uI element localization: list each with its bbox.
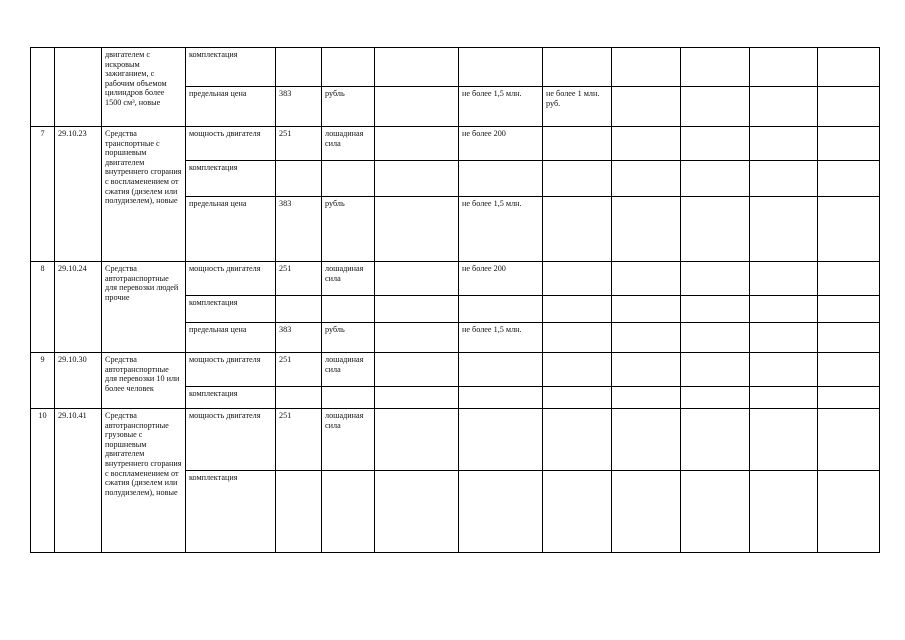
empty-cell bbox=[818, 197, 880, 262]
empty-cell bbox=[612, 161, 681, 197]
value-cell: не более 1,5 млн. bbox=[459, 197, 543, 262]
empty-cell bbox=[375, 409, 459, 471]
empty-cell bbox=[612, 48, 681, 87]
empty-cell bbox=[818, 262, 880, 296]
empty-cell bbox=[375, 161, 459, 197]
empty-cell bbox=[818, 409, 880, 471]
characteristic-name-cell: мощность двигателя bbox=[186, 127, 276, 161]
okpd-code-cell bbox=[55, 48, 102, 127]
empty-cell bbox=[612, 387, 681, 409]
value-cell: не более 1 млн. руб. bbox=[543, 87, 612, 127]
row-number-cell bbox=[31, 48, 55, 127]
empty-cell bbox=[750, 353, 818, 387]
empty-cell bbox=[681, 353, 750, 387]
empty-cell bbox=[612, 127, 681, 161]
row-number-cell: 8 bbox=[31, 262, 55, 353]
unit-cell bbox=[322, 296, 375, 323]
okei-code-cell bbox=[276, 161, 322, 197]
empty-cell bbox=[681, 262, 750, 296]
empty-cell bbox=[750, 409, 818, 471]
characteristic-name-cell: предельная цена bbox=[186, 87, 276, 127]
empty-cell bbox=[818, 161, 880, 197]
item-name-cell: двигателем с искровым зажиганием, с рабочим объемом цилиндров более 1500 см³, новые bbox=[102, 48, 186, 127]
table-row bbox=[31, 127, 880, 161]
empty-cell bbox=[750, 296, 818, 323]
value-cell bbox=[459, 48, 543, 87]
empty-cell bbox=[543, 262, 612, 296]
item-name-cell: Средства автотранспортные для перевозки людей прочие bbox=[102, 262, 186, 353]
okpd-code-cell: 29.10.30 bbox=[55, 353, 102, 409]
unit-cell: рубль bbox=[322, 197, 375, 262]
empty-cell bbox=[375, 353, 459, 387]
empty-cell bbox=[375, 262, 459, 296]
okei-code-cell: 251 bbox=[276, 353, 322, 387]
empty-cell bbox=[681, 471, 750, 553]
characteristic-name-cell: комплектация bbox=[186, 387, 276, 409]
okpd-code-cell: 29.10.23 bbox=[55, 127, 102, 262]
empty-cell bbox=[543, 409, 612, 471]
table-row bbox=[31, 262, 880, 296]
empty-cell bbox=[681, 161, 750, 197]
unit-cell: рубль bbox=[322, 87, 375, 127]
okei-code-cell: 251 bbox=[276, 127, 322, 161]
empty-cell bbox=[375, 471, 459, 553]
empty-cell bbox=[750, 48, 818, 87]
characteristic-name-cell: мощность двигателя bbox=[186, 262, 276, 296]
unit-cell: лошадиная сила bbox=[322, 262, 375, 296]
empty-cell bbox=[543, 353, 612, 387]
okei-code-cell: 383 bbox=[276, 87, 322, 127]
characteristic-name-cell: комплектация bbox=[186, 48, 276, 87]
empty-cell bbox=[459, 409, 543, 471]
unit-cell: рубль bbox=[322, 323, 375, 353]
okei-code-cell bbox=[276, 387, 322, 409]
empty-cell bbox=[750, 387, 818, 409]
empty-cell bbox=[681, 87, 750, 127]
empty-cell bbox=[459, 353, 543, 387]
row-number-cell: 9 bbox=[31, 353, 55, 409]
empty-cell bbox=[818, 296, 880, 323]
item-name-cell: Средства автотранспортные грузовые с поршневым двигателем внутреннего сгорания с воспламенением от сжатия (дизелем или полудизелем), новые bbox=[102, 409, 186, 553]
row-number-cell: 7 bbox=[31, 127, 55, 262]
empty-cell bbox=[375, 127, 459, 161]
empty-cell bbox=[375, 87, 459, 127]
empty-cell bbox=[543, 161, 612, 197]
empty-cell bbox=[681, 296, 750, 323]
empty-cell bbox=[543, 127, 612, 161]
row-number-cell: 10 bbox=[31, 409, 55, 553]
unit-cell bbox=[322, 471, 375, 553]
okei-code-cell bbox=[276, 48, 322, 87]
characteristic-name-cell: мощность двигателя bbox=[186, 353, 276, 387]
value-cell bbox=[459, 161, 543, 197]
empty-cell bbox=[612, 197, 681, 262]
unit-cell: лошадиная сила bbox=[322, 127, 375, 161]
characteristic-name-cell: предельная цена bbox=[186, 197, 276, 262]
characteristic-name-cell: комплектация bbox=[186, 471, 276, 553]
characteristic-name-cell: мощность двигателя bbox=[186, 409, 276, 471]
value-cell: не более 1,5 млн. bbox=[459, 323, 543, 353]
okei-code-cell: 251 bbox=[276, 262, 322, 296]
characteristic-name-cell: комплектация bbox=[186, 161, 276, 197]
empty-cell bbox=[681, 127, 750, 161]
empty-cell bbox=[612, 409, 681, 471]
empty-cell bbox=[612, 87, 681, 127]
unit-cell bbox=[322, 387, 375, 409]
empty-cell bbox=[612, 262, 681, 296]
value-cell: не более 200 bbox=[459, 262, 543, 296]
empty-cell bbox=[612, 296, 681, 323]
empty-cell bbox=[750, 87, 818, 127]
empty-cell bbox=[612, 471, 681, 553]
empty-cell bbox=[818, 48, 880, 87]
empty-cell bbox=[818, 387, 880, 409]
unit-cell: лошадиная сила bbox=[322, 409, 375, 471]
okei-code-cell: 383 bbox=[276, 323, 322, 353]
value-cell bbox=[459, 296, 543, 323]
okpd-code-cell: 29.10.41 bbox=[55, 409, 102, 553]
unit-cell bbox=[322, 48, 375, 87]
table-row bbox=[31, 353, 880, 387]
empty-cell bbox=[750, 471, 818, 553]
empty-cell bbox=[681, 197, 750, 262]
value-cell: не более 1,5 млн. bbox=[459, 87, 543, 127]
empty-cell bbox=[375, 197, 459, 262]
empty-cell bbox=[375, 323, 459, 353]
empty-cell bbox=[459, 471, 543, 553]
empty-cell bbox=[750, 127, 818, 161]
okpd-code-cell: 29.10.24 bbox=[55, 262, 102, 353]
okei-code-cell: 251 bbox=[276, 409, 322, 471]
empty-cell bbox=[818, 353, 880, 387]
empty-cell bbox=[818, 471, 880, 553]
empty-cell bbox=[543, 296, 612, 323]
empty-cell bbox=[543, 471, 612, 553]
value-cell bbox=[543, 48, 612, 87]
empty-cell bbox=[375, 387, 459, 409]
empty-cell bbox=[750, 197, 818, 262]
empty-cell bbox=[681, 409, 750, 471]
empty-cell bbox=[681, 323, 750, 353]
empty-cell bbox=[681, 48, 750, 87]
table-row bbox=[31, 409, 880, 471]
table-row bbox=[31, 48, 880, 87]
item-name-cell: Средства автотранспортные для перевозки 10 или более человек bbox=[102, 353, 186, 409]
empty-cell bbox=[543, 323, 612, 353]
empty-cell bbox=[375, 296, 459, 323]
empty-cell bbox=[543, 387, 612, 409]
okei-code-cell bbox=[276, 471, 322, 553]
value-cell: не более 200 bbox=[459, 127, 543, 161]
empty-cell bbox=[612, 353, 681, 387]
empty-cell bbox=[375, 48, 459, 87]
unit-cell: лошадиная сила bbox=[322, 353, 375, 387]
okei-code-cell: 383 bbox=[276, 197, 322, 262]
characteristic-name-cell: предельная цена bbox=[186, 323, 276, 353]
characteristic-name-cell: комплектация bbox=[186, 296, 276, 323]
okei-code-cell bbox=[276, 296, 322, 323]
empty-cell bbox=[750, 323, 818, 353]
unit-cell bbox=[322, 161, 375, 197]
empty-cell bbox=[818, 87, 880, 127]
empty-cell bbox=[818, 127, 880, 161]
empty-cell bbox=[612, 323, 681, 353]
empty-cell bbox=[459, 387, 543, 409]
item-name-cell: Средства транспортные с поршневым двигателем внутреннего сгорания с воспламенением от сжатия (дизелем или полудизелем), новые bbox=[102, 127, 186, 262]
empty-cell bbox=[750, 161, 818, 197]
characteristics-table bbox=[30, 47, 880, 553]
empty-cell bbox=[681, 387, 750, 409]
empty-cell bbox=[750, 262, 818, 296]
empty-cell bbox=[818, 323, 880, 353]
empty-cell bbox=[543, 197, 612, 262]
